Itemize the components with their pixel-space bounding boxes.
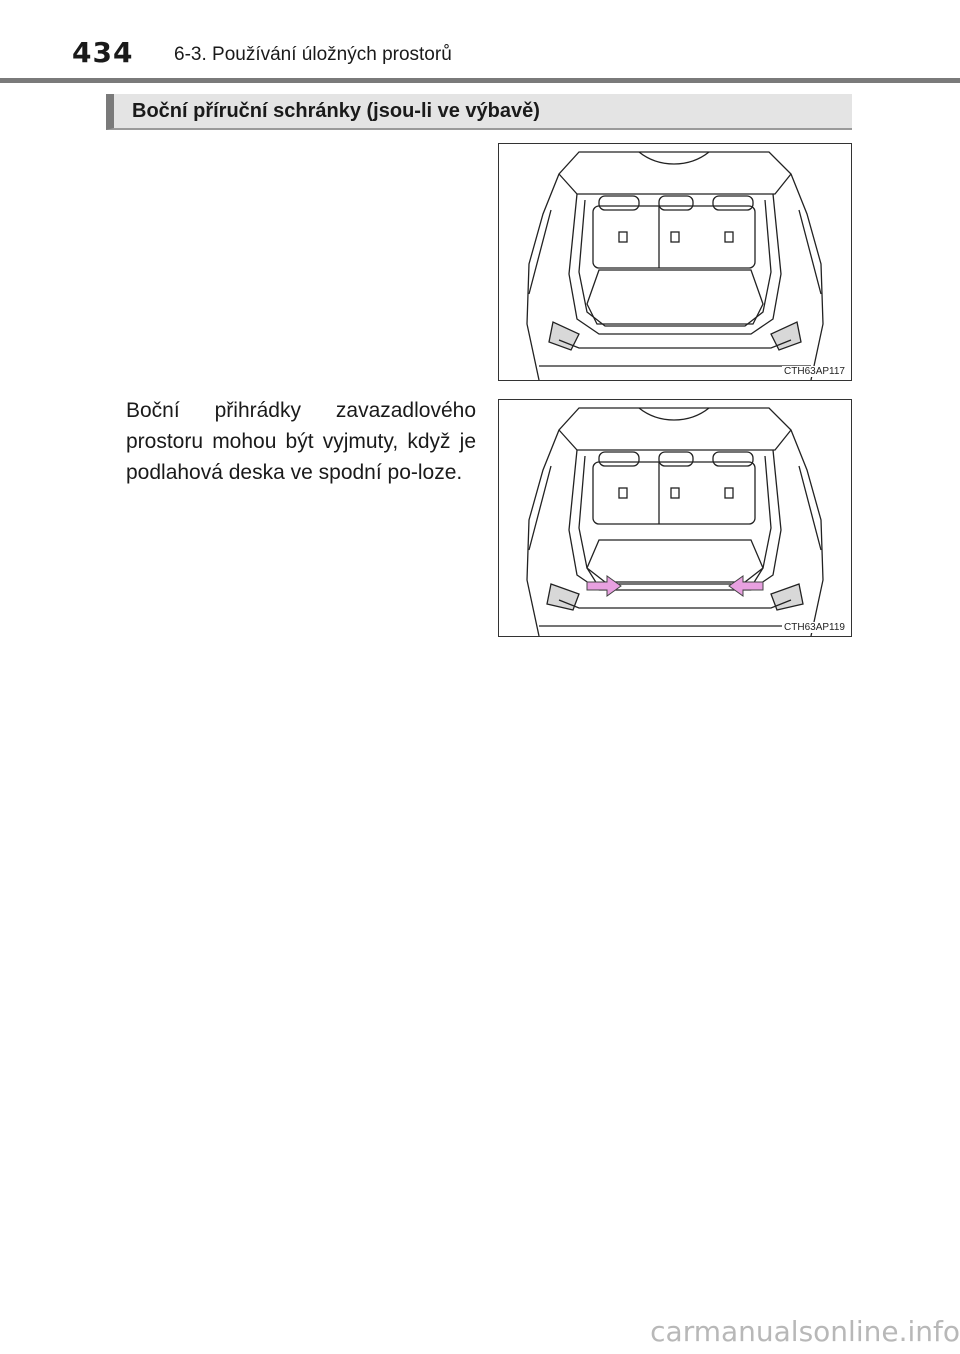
page-number: 434 <box>72 36 134 69</box>
right-arrow-icon <box>729 576 763 596</box>
figure-luggage-compartment <box>498 143 852 381</box>
section-title: Boční příruční schránky (jsou-li ve výbavě) <box>132 100 540 122</box>
chapter-title: 6-3. Používání úložných prostorů <box>174 44 452 65</box>
car-luggage-compartment-removal-arrows-illustration <box>499 400 851 636</box>
figure-code: CTH63AP117 <box>784 366 845 377</box>
left-arrow-icon <box>587 576 621 596</box>
car-luggage-compartment-illustration <box>499 144 851 380</box>
figure-code: CTH63AP119 <box>784 622 845 633</box>
figure-pocket-removal <box>498 399 852 637</box>
section-heading-bar <box>106 94 852 130</box>
header-rule <box>0 78 960 83</box>
watermark: carmanualsonline.info <box>650 1315 960 1348</box>
body-paragraph: Boční přihrádky zavazadlového prostoru mohou být vyjmuty, když je podlahová deska ve spodní po-loze. <box>126 399 476 484</box>
